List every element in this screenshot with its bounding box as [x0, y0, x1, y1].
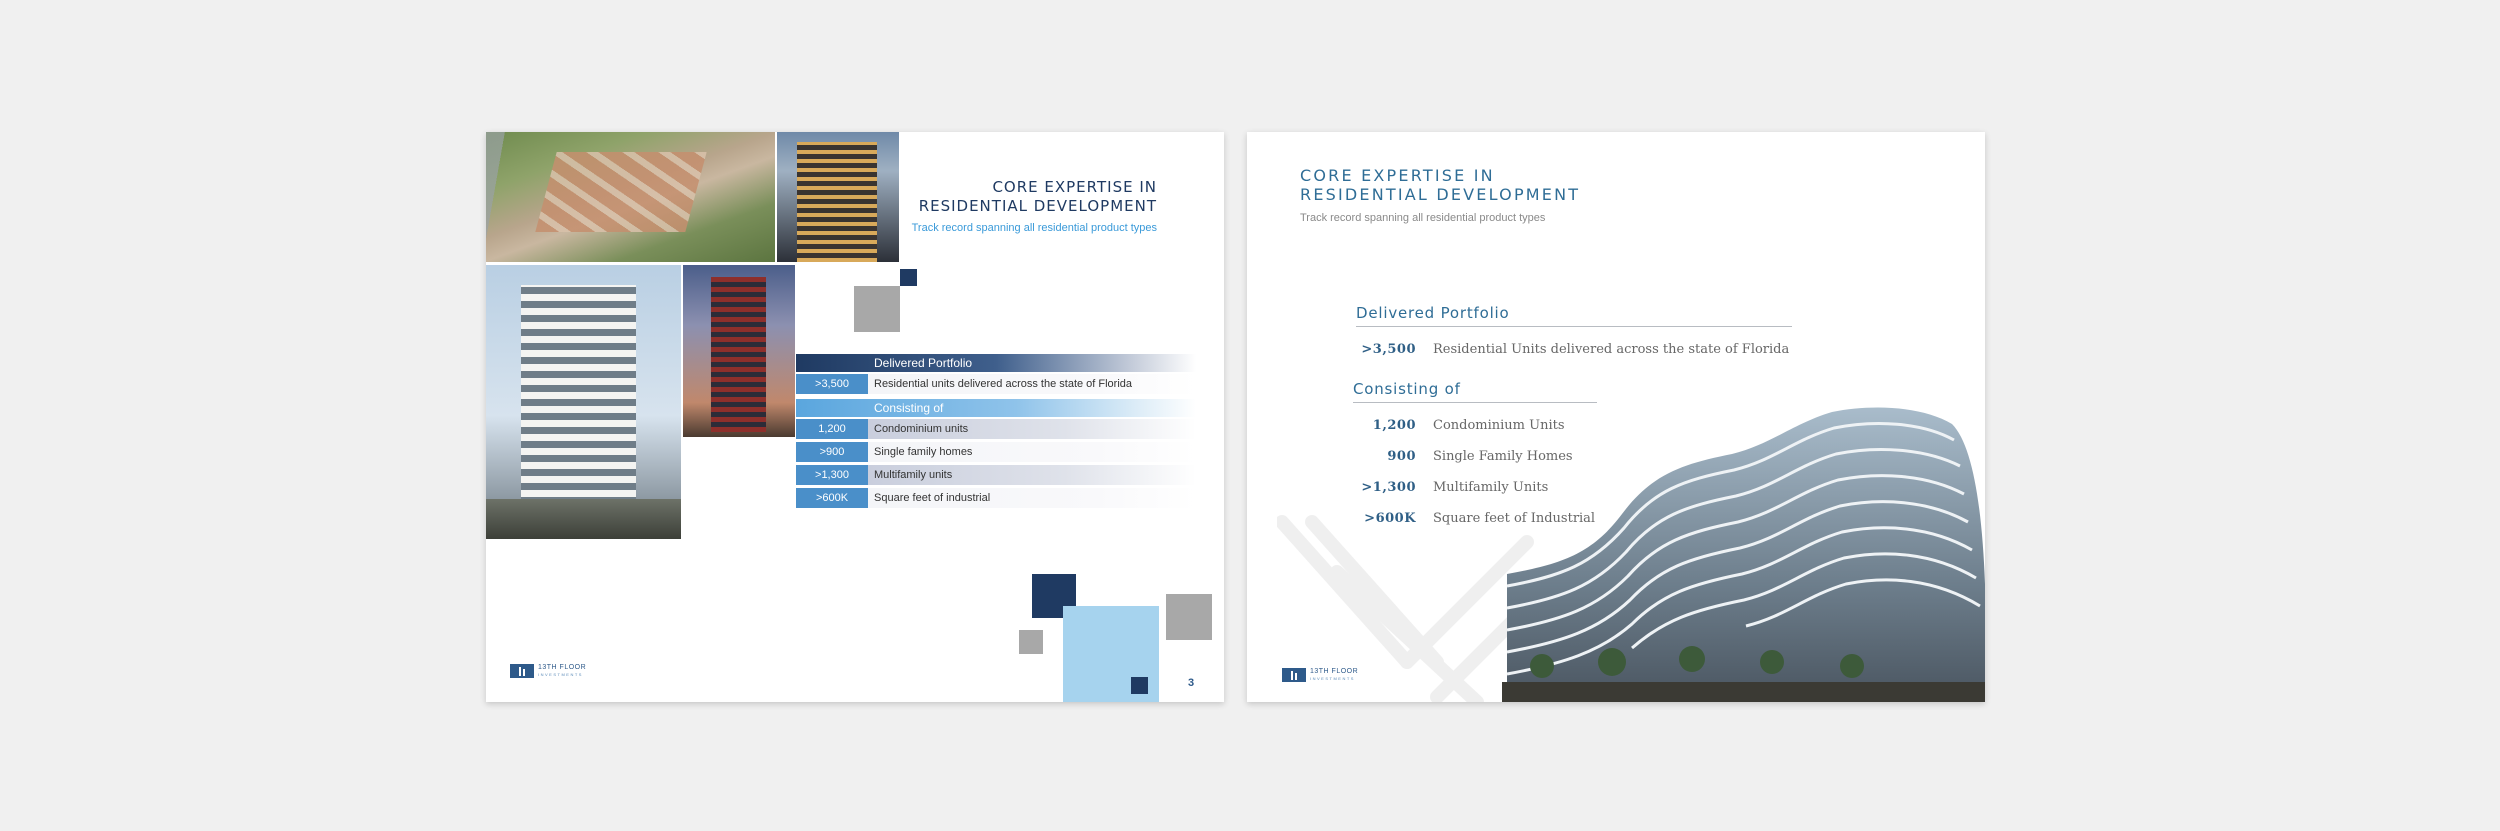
delivered-row	[796, 374, 1196, 394]
item-label: Condominium units	[868, 419, 1196, 439]
item-label: Single family homes	[868, 442, 1196, 462]
company-logo: 13TH FLOOR INVESTMENTS	[1282, 668, 1358, 682]
red-tower-photo	[683, 265, 795, 437]
consisting-of-header: Consisting of	[1353, 380, 1597, 403]
item-label: Multifamily Units	[1433, 480, 1549, 495]
table-row	[796, 488, 1196, 508]
item-label: Condominium Units	[1433, 418, 1565, 433]
item-value: >900	[796, 442, 868, 462]
delivered-value: >3,500	[796, 374, 868, 394]
building-logo-icon	[510, 664, 534, 678]
delivered-portfolio-header: Delivered Portfolio	[796, 354, 1196, 372]
item-label: Multifamily units	[868, 465, 1196, 485]
deco-square-navy	[900, 269, 917, 286]
page-number: 3	[1188, 677, 1195, 689]
table-row	[796, 465, 1196, 485]
item-value: >600K	[1364, 511, 1416, 526]
slide-right	[1247, 132, 1985, 702]
deco-square-gray	[1166, 594, 1212, 640]
company-logo: 13TH FLOOR INVESTMENTS	[510, 664, 586, 678]
item-value: >1,300	[796, 465, 868, 485]
deco-square-gray	[854, 286, 900, 332]
building-logo-icon	[1282, 668, 1306, 682]
table-row	[796, 419, 1196, 439]
item-value: 1,200	[796, 419, 868, 439]
night-tower-photo	[777, 132, 899, 262]
item-value: 900	[1387, 449, 1416, 464]
item-value: 1,200	[1372, 418, 1416, 433]
item-label: Square feet of Industrial	[1433, 511, 1596, 526]
delivered-portfolio-header: Delivered Portfolio	[1356, 304, 1792, 327]
deco-square-navy	[1131, 677, 1148, 694]
delivered-label: Residential units delivered across the state of Florida	[868, 374, 1196, 394]
page-subtitle: Track record spanning all residential product types	[1300, 212, 1546, 224]
aerial-community-photo	[486, 132, 775, 262]
page-title: CORE EXPERTISE IN RESIDENTIAL DEVELOPMENT	[1300, 166, 1581, 204]
item-value: >600K	[796, 488, 868, 508]
delivered-label: Residential Units delivered across the state of Florida	[1433, 342, 1790, 357]
white-tower-photo	[486, 265, 681, 539]
table-row	[796, 442, 1196, 462]
curved-building-render	[1502, 404, 1985, 702]
delivered-value: >3,500	[1361, 342, 1416, 357]
page-title: CORE EXPERTISE IN RESIDENTIAL DEVELOPMENT	[918, 178, 1157, 215]
item-value: >1,300	[1361, 480, 1416, 495]
page-subtitle: Track record spanning all residential product types	[911, 222, 1157, 234]
deco-square-gray	[1019, 630, 1043, 654]
consisting-of-header: Consisting of	[796, 399, 1196, 417]
item-label: Single Family Homes	[1433, 449, 1573, 464]
slide-left	[486, 132, 1224, 702]
item-label: Square feet of industrial	[868, 488, 1196, 508]
